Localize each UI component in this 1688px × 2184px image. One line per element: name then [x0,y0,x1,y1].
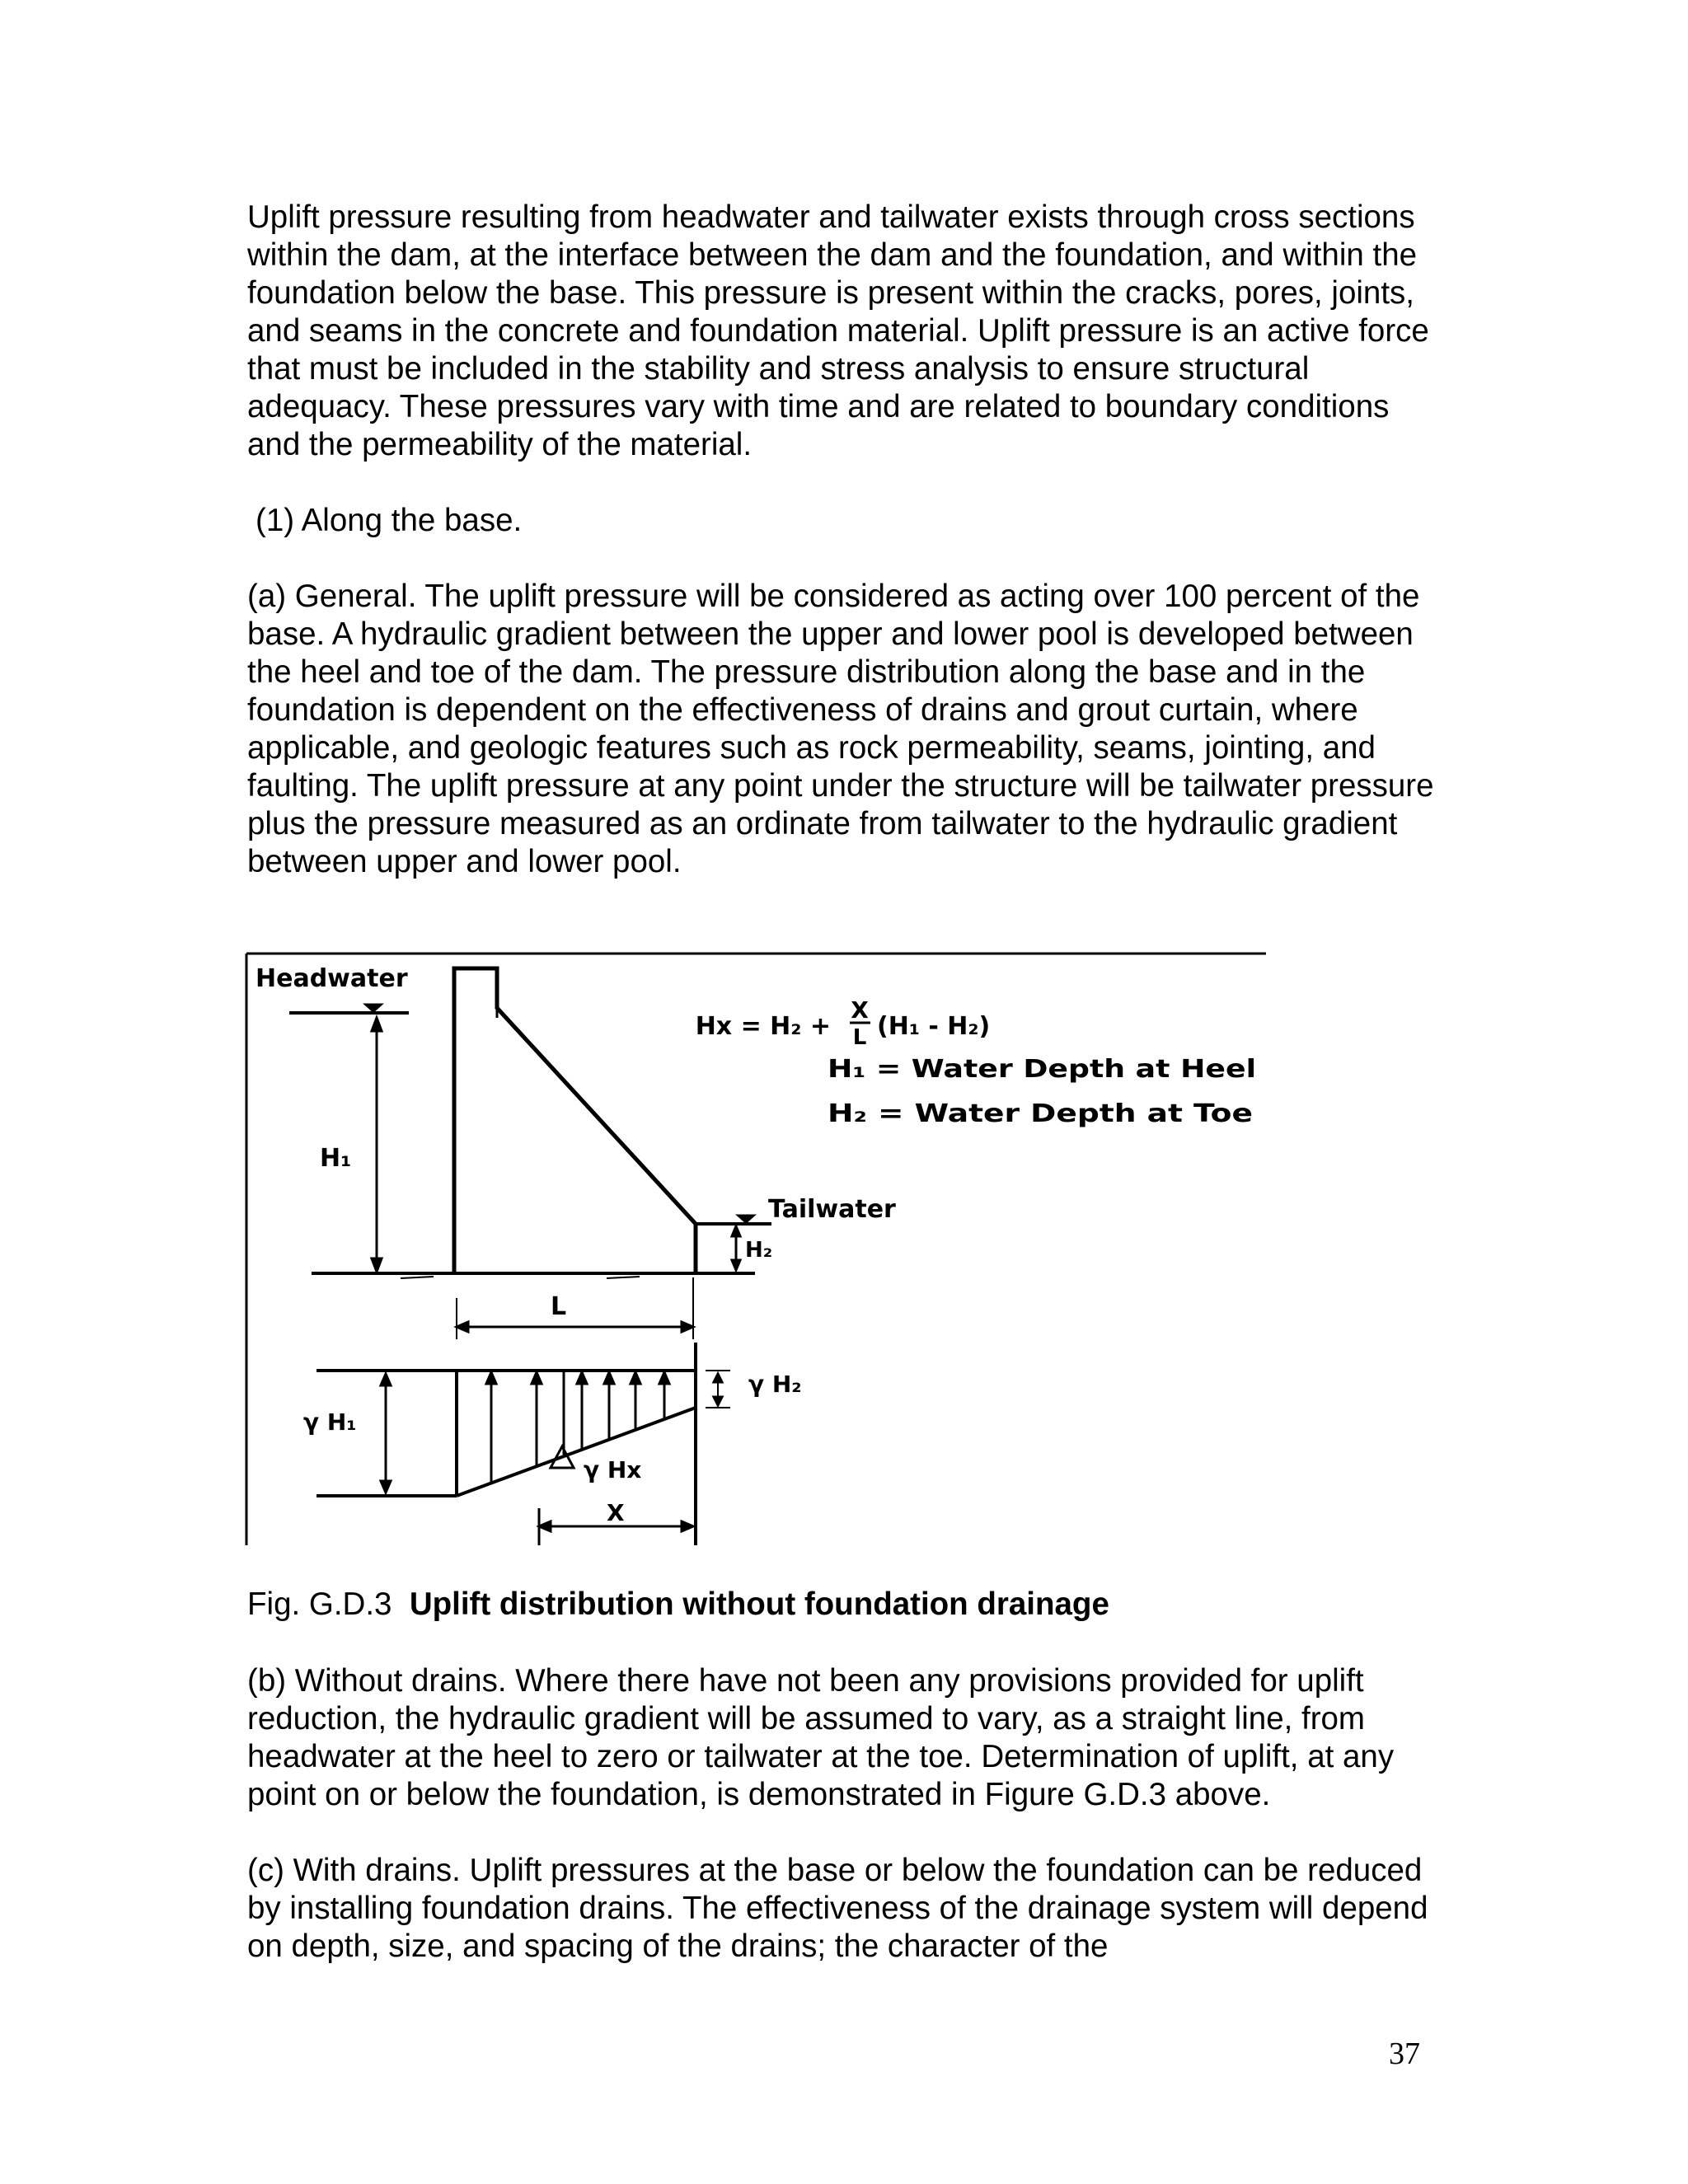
h2-label: H₂ [745,1238,773,1263]
formula-numerator: X [851,996,869,1024]
formula-denominator: L [852,1025,867,1050]
caption-label: Fig. G.D.3 [247,1586,392,1622]
formula-lhs: Hx = H₂ + [695,1012,831,1041]
h1-definition: H₁ = Water Depth at Heel [828,1055,1256,1084]
caption-title: Uplift distribution without foundation drainage [409,1586,1109,1622]
h2-definition: H₂ = Water Depth at Toe [828,1099,1253,1128]
tailwater-label: Tailwater [768,1195,896,1224]
general-paragraph: (a) General. The uplift pressure will be considered as acting over 100 percent of the base. A hydraulic gradient between the upper and lower pool is developed between the heel and toe of the dam. The pressure distribution along the base and in the foundation is dependent on the effectiveness of drains and grout curtain, where applicable, and geologic features such as rock permeability, seams, jointing, and faulting. The uplift pressure at any point under the structure will be tailwater pressure plus the pressure measured as an ordinate from tailwater to the hydraulic gradient between upper and lower pool. [247,579,1434,879]
h1-label: H₁ [320,1144,352,1173]
uplift-diagram [244,952,1269,1547]
formula-rhs: (H₁ - H₂) [877,1012,991,1041]
dam-outline [454,968,696,1273]
x-label: X [607,1499,625,1526]
tailwater-triangle [738,1216,753,1222]
gamma-hx-label: γ Hx [584,1456,642,1483]
headwater-label: Headwater [256,964,408,993]
gamma-h1-label: γ H₁ [303,1408,357,1436]
page-number: 37 [1389,2036,1420,2071]
gamma-h2-label: γ H₂ [748,1371,802,1398]
headwater-triangle [366,1005,381,1011]
l-label: L [551,1292,567,1321]
section-heading: (1) Along the base. [256,503,523,538]
with-drains-paragraph: (c) With drains. Uplift pressures at the base or below the foundation can be reduced by installing foundation drains. The effectiveness of the drainage system will depend on depth, size, and spacing of the drains; the character of the [247,1853,1428,1964]
figure-caption [247,1586,1109,1624]
intro-paragraph: Uplift pressure resulting from headwater and tailwater exists through cross sections within the dam, at the interface between the dam and the foundation, and within the foundation below the base. This pressure is present within the cracks, pores, joints, and seams in the concrete and foundation material. Uplift pressure is an active force that must be included in the stability and stress analysis to ensure structural adequacy. These pressures vary with time and are related to boundary conditions and the permeability of the material. [247,199,1429,462]
without-drains-paragraph: (b) Without drains. Where there have not been any provisions provided for uplift reduction, the hydraulic gradient will be assumed to vary, as a straight line, from headwater at the heel to zero or tailwater at the toe. Determination of uplift, at any point on or below the foundation, is demonstrated in Figure G.D.3 above. [247,1663,1395,1812]
